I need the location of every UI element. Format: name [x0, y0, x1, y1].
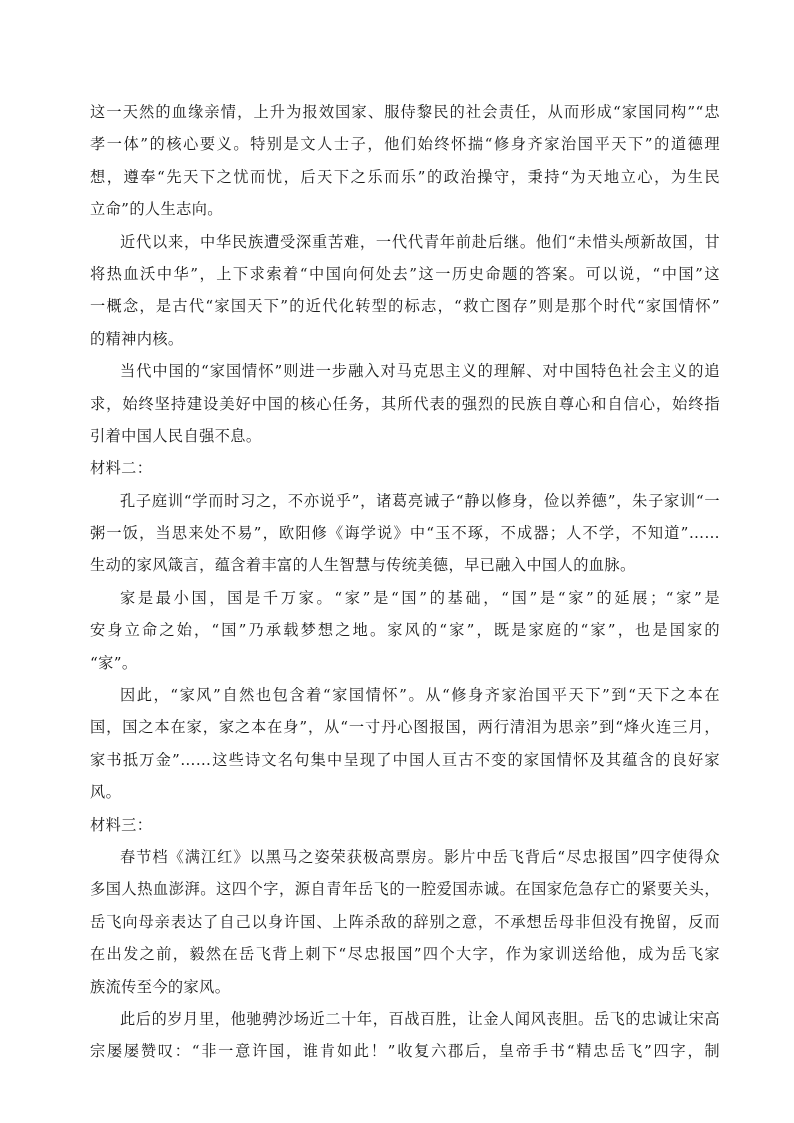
text-line: 岳飞向母亲表达了自己以身许国、上阵杀敌的辞别之意，不承想岳母非但没有挽留，反而 — [90, 912, 720, 931]
section-heading: 材料二： — [90, 459, 153, 478]
text-line: 将热血沃中华”，上下求索着“中国向何处去”这一历史命题的答案。可以说，“中国”这 — [90, 264, 720, 283]
text-line: 这一天然的血缘亲情，上升为报效国家、服侍黎民的社会责任，从而形成“家国同构”“忠 — [90, 103, 720, 121]
text-line: 因此，“家风”自然也包含着“家国情怀”。从“修身齐家治国平天下”到“天下之本在 — [120, 686, 720, 705]
text-line: 安身立命之始，“国”乃承载梦想之地。家风的“家”，既是家庭的“家”，也是国家的 — [90, 621, 720, 640]
text-line: 家书抵万金”……这些诗文名句集中呈现了中国人亘古不变的家国情怀及其蕴含的良好家 — [90, 750, 720, 769]
text-line: 当代中国的“家国情怀”则进一步融入对马克思主义的理解、对中国特色社会主义的追 — [120, 362, 720, 381]
text-line: 的精神内核。 — [90, 329, 184, 348]
text-line: 求，始终坚持建设美好中国的核心任务，其所代表的强烈的民族自尊心和自信心，始终指 — [90, 394, 720, 413]
text-line: 此后的岁月里，他驰骋沙场近二十年，百战百胜，让金人闻风丧胆。岳飞的忠诚让宋高 — [120, 1009, 720, 1028]
text-line: 在出发之前，毅然在岳飞背上刺下“尽忠报国”四个大字，作为家训送给他，成为岳飞家 — [90, 945, 720, 964]
text-line: 孔子庭训“学而时习之，不亦说乎”，诸葛亮诫子“静以修身，俭以养德”，朱子家训“一 — [120, 491, 720, 510]
text-line: 家是最小国，国是千万家。“家”是“国”的基础，“国”是“家”的延展；“家”是 — [120, 588, 720, 607]
text-line: 想，遵奉“先天下之忧而忧，后天下之乐而乐”的政治操守，秉持“为天地立心，为生民 — [90, 167, 720, 186]
text-line: 立命”的人生志向。 — [90, 200, 223, 219]
text-line: 粥一饭，当思来处不易”，欧阳修《诲学说》中“玉不琢，不成器；人不学，不知道”…… — [90, 524, 720, 543]
text-line: 风。 — [90, 783, 122, 802]
section-heading: 材料三： — [90, 815, 153, 834]
text-line: 生动的家风箴言，蕴含着丰富的人生智慧与传统美德，早已融入中国人的血脉。 — [90, 556, 636, 575]
text-line: 一概念，是古代“家国天下”的近代化转型的标志，“救亡图存”则是那个时代“家国情怀” — [90, 297, 720, 316]
text-line: 春节档《满江红》以黑马之姿荣获极高票房。影片中岳飞背后“尽忠报国”四字使得众 — [120, 847, 720, 866]
text-line: 引着中国人民自强不息。 — [90, 426, 262, 445]
text-line: 多国人热血澎湃。这四个字，源自青年岳飞的一腔爱国赤诚。在国家危急存亡的紧要关头， — [90, 880, 720, 899]
text-line: 族流传至今的家风。 — [90, 977, 231, 996]
text-line: 孝一体”的核心要义。特别是文人士子，他们始终怀揣“修身齐家治国平天下”的道德理 — [90, 135, 720, 154]
document-body — [90, 96, 720, 1068]
text-line: 国，国之本在家，家之本在身”，从“一寸丹心图报国，两行清泪为思亲”到“烽火连三月， — [90, 718, 720, 737]
text-line: “家”。 — [90, 653, 138, 672]
text-line: 近代以来，中华民族遭受深重苦难，一代代青年前赴后继。他们“未惜头颅新故国，甘 — [120, 232, 720, 251]
text-line: 宗屡屡赞叹：“非一意许国，谁肯如此！”收复六郡后，皇帝手书“精忠岳飞”四字，制 — [90, 1042, 720, 1061]
